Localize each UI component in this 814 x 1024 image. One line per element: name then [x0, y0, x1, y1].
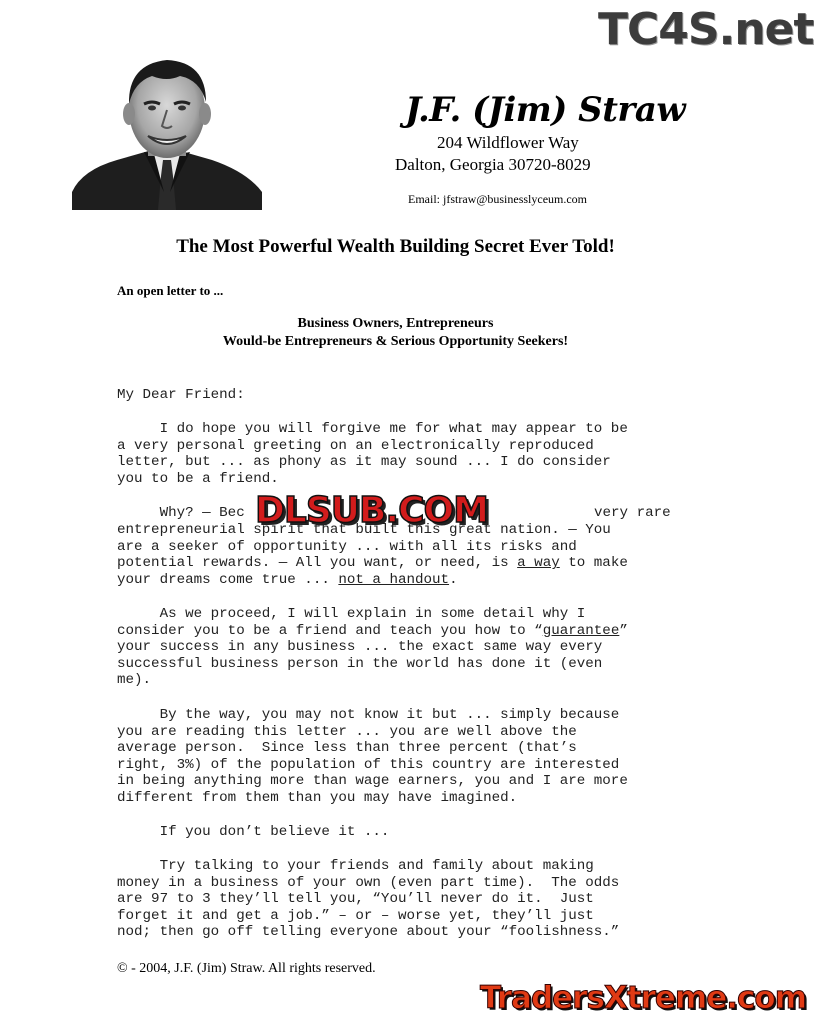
tradersxtreme-watermark: TradersXtreme.com	[480, 980, 807, 1016]
paragraph-5: If you don’t believe it ...	[117, 824, 390, 840]
audience-line-1: Business Owners, Entrepreneurs	[297, 316, 494, 331]
paragraph-1: I do hope you will forgive me for what may appear to be a very personal greeting on an electronically reproduced letter, but ... as phony as it may sound ... I do consider you to be a friend.	[117, 421, 628, 487]
author-photo	[72, 52, 262, 210]
p2-text-b: to make your dreams come true ...	[117, 555, 628, 588]
tc4s-watermark: TC4S.net	[598, 4, 814, 55]
paragraph-6: Try talking to your friends and family about making money in a business of your own (even part time). The odds are 97 to 3 they’ll tell you, “You’ll never do it. Just forget it and get a job.” – or – worse yet, they’ll just nod; then go off telling everyone about your “foolishness.”	[117, 858, 620, 941]
p2-underline-a-way: a way	[517, 555, 560, 572]
headline: The Most Powerful Wealth Building Secret Ever Told!	[176, 236, 615, 257]
paragraph-3	[117, 606, 628, 689]
paragraph-2-line-1-start: Why? — Bec	[117, 505, 245, 521]
p3-text-a: As we proceed, I will explain in some detail why I consider you to be a friend and teach you how to “	[117, 606, 586, 639]
p2-text-end: .	[449, 571, 458, 588]
email-line: Email: jfstraw@businesslyceum.com	[408, 192, 588, 206]
paragraph-4: By the way, you may not know it but ... simply because you are reading this letter ... you are well above the average person. Since less than three percent (that’s right, 3%) of the population of this country are interested in being anything more than wage earners, you and I are more different from them than you may have imagined.	[117, 707, 628, 806]
open-letter-intro: An open letter to ...	[117, 283, 224, 298]
paragraph-2-line-1-end: very rare	[594, 505, 671, 521]
paragraph-2	[117, 522, 628, 588]
salutation: My Dear Friend:	[117, 387, 245, 403]
p3-text-b: ” your success in any business ... the exact same way every successful business person in the world has done it (even me).	[117, 622, 628, 689]
p2-text-a: entrepreneurial spirit that built this great nation. — You are a seeker of opportunity ... with all its risks and potential rewards. — All you want, or need, is	[117, 522, 611, 572]
dlsub-watermark: DLSUB.COM	[255, 490, 488, 531]
address-line-2: Dalton, Georgia 30720-8029	[395, 155, 591, 174]
address-line-1: 204 Wildflower Way	[437, 133, 579, 152]
audience-line-2: Would-be Entrepreneurs & Serious Opportunity Seekers!	[222, 334, 569, 349]
author-name: J.F. (Jim) Straw	[405, 90, 686, 130]
copyright-footer: © - 2004, J.F. (Jim) Straw. All rights reserved.	[117, 961, 376, 976]
p3-underline-guarantee: guarantee	[542, 622, 620, 639]
p2-underline-not-a-handout: not a handout	[338, 571, 450, 588]
